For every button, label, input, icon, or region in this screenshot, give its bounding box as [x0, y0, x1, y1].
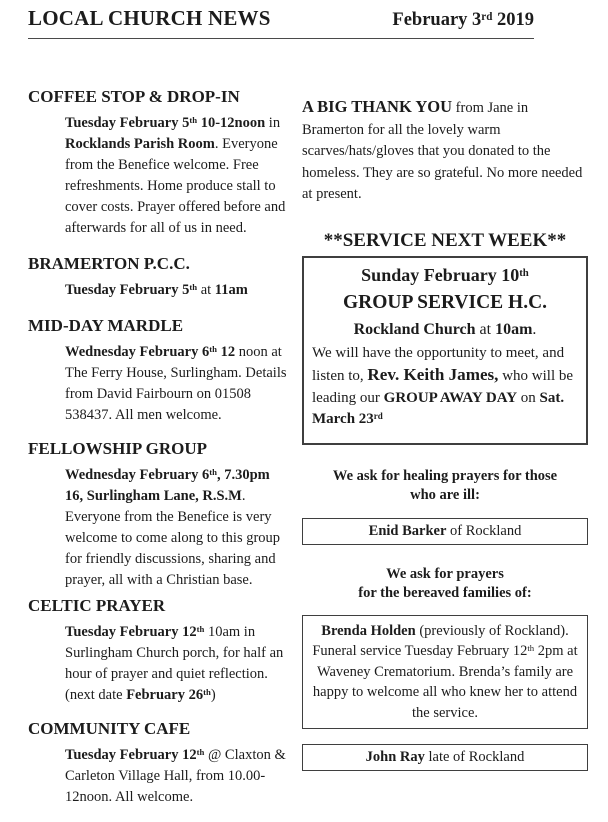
bereaved-families-heading: We ask for prayers for the bereaved families of: — [358, 565, 532, 601]
section-community-cafe — [28, 720, 296, 808]
section-body-community-cafe: Tuesday February 12th @ Claxton & Carleton Village Hall, from 10.00-12noon. All welcome. — [65, 747, 286, 805]
thank-you-note: A BIG THANK YOU from Jane in Bramerton for all the lovely warm scarves/hats/gloves that you donated to the homeless. They are so grateful. No more needed at present. — [302, 97, 583, 202]
section-heading-celtic-prayer: CELTIC PRAYER — [28, 596, 166, 615]
right-column — [302, 96, 588, 771]
service-title-line: GROUP SERVICE H.C. — [342, 291, 548, 313]
section-celtic-prayer — [28, 597, 296, 706]
service-details-paragraph: We will have the opportunity to meet, and listen to, Rev. Keith James, who will be leading our GROUP AWAY DAY on Sat. March 23rd — [312, 344, 574, 427]
service-next-week-box — [302, 256, 588, 445]
section-body-coffee-stop: Tuesday February 5th 10-12noon in Rocklands Parish Room. Everyone from the Benefice welcome. Free refreshments. Home produce stall to cover costs. Prayer offered before and afterwards for all of us in need. — [65, 115, 286, 236]
page-title: LOCAL CHURCH NEWS — [28, 6, 271, 30]
page-header — [28, 6, 534, 39]
service-next-week-heading: **SERVICE NEXT WEEK** — [323, 229, 567, 251]
section-heading-fellowship-group: FELLOWSHIP GROUP — [28, 439, 207, 458]
bereaved-name-box: John Ray late of Rockland — [302, 744, 588, 771]
section-heading-coffee-stop: COFFEE STOP & DROP-IN — [28, 87, 240, 106]
section-body-celtic-prayer: Tuesday February 12th 10am in Surlingham Church porch, for half an hour of prayer and quiet reflection. (next date February 26th) — [65, 624, 284, 703]
section-heading-bramerton-pcc: BRAMERTON P.C.C. — [28, 254, 190, 273]
section-midday-mardle — [28, 317, 296, 426]
section-heading-midday-mardle: MID-DAY MARDLE — [28, 316, 184, 335]
healing-prayers-heading: We ask for healing prayers for those who are ill: — [332, 467, 558, 503]
service-location-line: Rockland Church at 10am. — [353, 320, 537, 338]
service-date-line: Sunday February 10th — [361, 264, 529, 285]
section-body-fellowship-group: Wednesday February 6th, 7.30pm 16, Surlingham Lane, R.S.M. Everyone from the Benefice is very welcome to come along to this group for friendly discussions, sharing and prayer, all with a Christian base. — [65, 467, 281, 588]
section-body-midday-mardle: Wednesday February 6th 12 noon at The Ferry House, Surlingham. Details from David Fairbourn on 01508 538437. All men welcome. — [65, 344, 287, 423]
section-fellowship-group — [28, 440, 296, 591]
left-column — [28, 88, 296, 822]
section-body-bramerton-pcc: Tuesday February 5th at 11am — [65, 282, 248, 298]
page-date: February 3rd 2019 — [392, 10, 534, 30]
section-heading-community-cafe: COMMUNITY CAFE — [28, 719, 191, 738]
bereaved-notice-box: Brenda Holden (previously of Rockland). Funeral service Tuesday February 12th 2pm at Waveney Crematorium. Brenda’s family are happy to welcome all who knew her to attend the service. — [302, 615, 588, 730]
section-coffee-stop — [28, 88, 296, 239]
healing-prayers-name-box: Enid Barker of Rockland — [302, 518, 588, 545]
section-bramerton-pcc — [28, 255, 296, 301]
